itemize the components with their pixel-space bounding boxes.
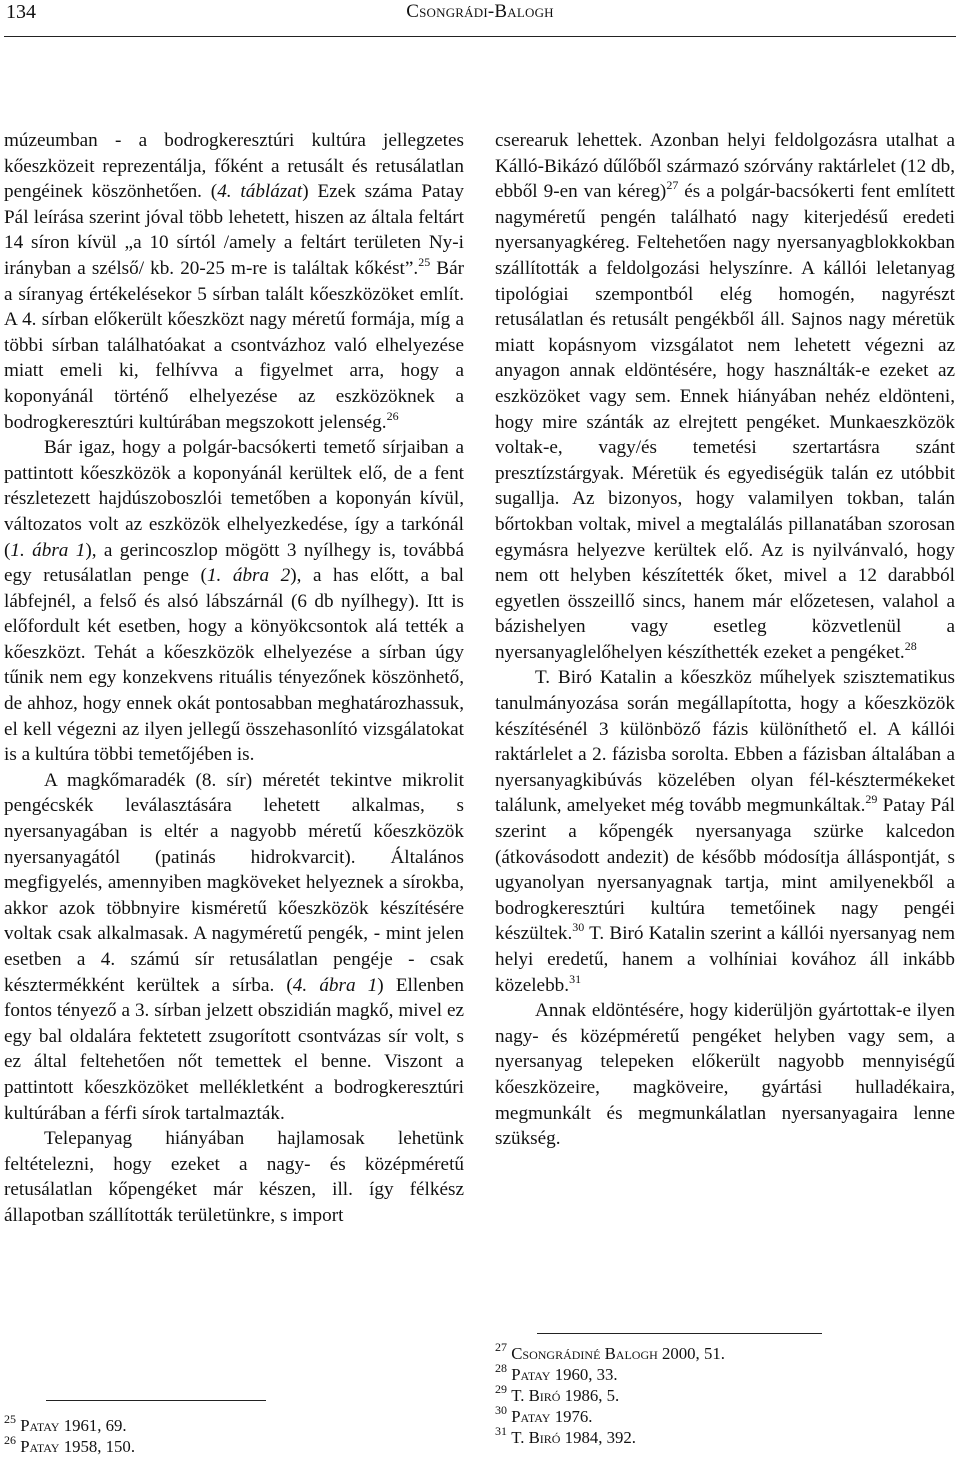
running-title: Csongrádi-Balogh: [406, 1, 554, 22]
footnote: [495, 1382, 725, 1406]
paragraph: [4, 128, 464, 435]
figure-reference: 1. ábra 2: [206, 565, 291, 587]
footnote: [495, 1340, 725, 1364]
footnote: [4, 1433, 136, 1457]
footnote-rule: [46, 1400, 266, 1401]
footnotes-left: [4, 1412, 136, 1457]
header-rule: [4, 36, 956, 37]
footnote-marker: 26: [386, 408, 399, 423]
footnote-author: Patay: [511, 1365, 551, 1384]
text-run: és a polgár-bacsókerti fent említett nagyméretű pengén található nagy kiterjedésű eredeti nyersanyagkéreg. Feltehetően nagy nyersanyagblokkokban szállították a feldolgozási helyszínre. A kállói leletanyag tipológiai szempontból elég homogén, nagyrészt retusálatlan és retusált pengékből áll. Sajnos nagy méretük miatt kopásnyom vizsgálatot nem lehetett végezni az anyagon annak eldöntésére, hogy használták-e ezeket az eszközöket vagy sem. Ennek hiányában nehéz eldönteni, hogy mire szánták az elrejtett pengéket. Munkaeszközök voltak-e, vagy/és temetési szertartásra szánt presztízstárgyak. Méretük és egyediségük talán ez utóbbit sugallja. Az bizonyos, hogy valamilyen tokban, talán bőrtokban voltak, mivel a megtalálás pillanatában szorosan egymásra helyezve kerültek elő. Az is nyilvánvaló, hogy nem ott helyben készítették őket, mivel a 12 darabból egyetlen összeillő sincs, hanem már előzetesen, valahol a bázishelyen vagy esetleg közvetlenül a nyersanyaglelőhelyen készíthették ezeket a pengéket.: [495, 181, 955, 663]
footnote-number: 28: [495, 1361, 507, 1375]
footnote-author: Patay: [20, 1437, 60, 1456]
table-reference: 4. táblázat: [217, 181, 303, 203]
footnote-ref: 1961, 69.: [63, 1416, 127, 1435]
footnote-author: Csongrádiné Balogh: [511, 1344, 658, 1363]
footnote-ref: 1958, 150.: [63, 1437, 136, 1456]
footnote-number: 25: [4, 1412, 16, 1426]
left-column: [4, 128, 464, 1229]
figure-reference: 4. ábra 1: [292, 974, 378, 996]
paragraph: [4, 768, 464, 1126]
footnote-author: Patay: [511, 1407, 551, 1426]
footnote-marker: 31: [569, 971, 582, 986]
footnote-number: 30: [495, 1403, 507, 1417]
footnote-author: Patay: [20, 1416, 60, 1435]
footnote: [495, 1424, 725, 1448]
footnote-number: 29: [495, 1382, 507, 1396]
paragraph: Annak eldöntésére, hogy kiderüljön gyártottak-e ilyen nagy- és középméretű pengéket helyben vagy sem, a nyersanyag telepeken előkerült nagyobb mennyiségű kőeszközeire, magköveire, gyártási hulladékaira, megmunkált és megmunkálatlan nyersanyagaira lenne szükség.: [495, 1000, 955, 1150]
paragraph: Telepanyag hiányában hajlamosak lehetünk feltételezni, hogy ezeket a nagy- és középméretű retusálatlan kőpengéket már készen, ill. így félkész állapotban szállították területünkre, s import: [4, 1128, 464, 1226]
footnote-rule: [537, 1333, 822, 1334]
footnote-ref: 2000, 51.: [661, 1344, 725, 1363]
text-run: T. Biró Katalin szerint a kállói nyersanyag nem helyi eredetű, hanem a volhíniai kovához áll inkább közelebb.: [495, 923, 955, 996]
text-run: ), a has előtt, a bal lábfejnél, a felső és alsó lábszárnál (6 db nyílhegy). Itt is előfordult két esetben, hogy a könyökcsontok alá tették a kőeszközt. Tehát a kőeszközök elhelyezése a sírban úgy tűnik nem egy konzekvens rituális tényezőnek köszönhető, de ahhoz, hogy ennek okát pontosabban meghatározhassuk, el kell végezni az ilyen jellegű összehasonlító vizsgálatokat is a kultúra többi temetőjében is.: [4, 565, 465, 766]
text-run: T. Biró Katalin a kőeszköz műhelyek szisztematikus tanulmányozása során megállapította, hogy a kőeszközök készítésénél 3 különböző fázis különíthető el. A kállói raktárlelet a 2. fázisba sorolta. Ebben a fázisban általában a nyersanyagkibúvás közelében olyan fél-késztermékeket találunk, amelyeket még tovább megmunkáltak.: [495, 667, 955, 817]
footnote-number: 26: [4, 1433, 16, 1447]
text-run: múzeumban - a bodrogkeresztúri kultúra jellegzetes kőeszközeit reprezentálja, főként a retusált és retusálatlan pengéinek köszönhetően. (: [4, 130, 464, 203]
footnote-ref: 1986, 5.: [564, 1386, 620, 1405]
footnote: [495, 1361, 725, 1385]
footnote-marker: 30: [572, 920, 585, 935]
footnote-ref: 1960, 33.: [554, 1365, 618, 1384]
text-run: Bár igaz, hogy a polgár-bacsókerti temető sírjaiban a pattintott kőeszközök a koponyánál kerültek elő, de a fent részletezett hajdúszoboszlói temetőben a koponyán kívül, változatos volt az eszközök elhelyezkedése, így a tarkónál (: [4, 437, 464, 561]
right-column: [495, 128, 955, 1152]
footnote-author: T. Biró: [511, 1428, 561, 1447]
paragraph: [4, 435, 464, 768]
footnote-marker: 28: [904, 638, 917, 653]
footnote: [4, 1412, 135, 1436]
paragraph: [495, 665, 955, 998]
footnote-ref: 1984, 392.: [564, 1428, 636, 1447]
text-run: cserearuk lehettek. Azonban helyi feldolgozásra utalhat a Kálló-Bikázó dűlőből származó szórvány raktárlelet (12 db, ebből 9-en van kéreg): [495, 130, 955, 203]
page-header: [0, 0, 960, 40]
footnotes-right: [495, 1340, 725, 1448]
footnote: [495, 1403, 725, 1427]
page-number: 134: [6, 1, 36, 23]
footnote-ref: 1976.: [554, 1407, 593, 1426]
footnote-marker: 29: [865, 792, 878, 807]
text-run: Patay Pál szerint a kőpengék nyersanyaga szürke kalcedon (átkovásodott andezit) de később módosítja álláspontját, s ugyanolyan nyersanyagnak tartja, mint amilyenekből a bodrogkeresztúri kultúra temetőinek nagy pengéi készültek.: [495, 795, 955, 945]
footnote-marker: 27: [666, 178, 679, 193]
text-run: ) Ellenben fontos tényező a 3. sírban jelzett obszidián magkő, mivel ez egy bal oldalára fektetett zsugorított csontvázas sír volt, s ez által feltehetően nőt temettek el benne. Viszont a pattintott kőeszközöket mellékletként a bodrogkeresztúri kultúrában a férfi sírok tartalmazták.: [4, 974, 465, 1124]
footnote-number: 27: [495, 1340, 507, 1354]
paragraph: [495, 128, 955, 665]
figure-reference: 1. ábra 1: [10, 539, 86, 561]
text-run: Bár a síranyag értékelésekor 5 sírban talált kőeszközöket említ. A 4. sírban előkerült kőeszközt nagy méretű formája, míg a többi sírban találhatóakat a csontvázhoz való elhelyezése miatt emeli ki, felhívva a figyelmet arra, hogy a koponyánál történő elhelyezése az eszközöknek a bodrogkeresztúri kultúrában megszokott jelenség.: [4, 257, 464, 433]
footnote-marker: 25: [418, 254, 431, 269]
text-run: ) Ezek száma Patay Pál leírása szerint jóval több lehetett, hiszen az általa feltárt 14 síron kívül „a 10 sírtól /amely a feltárt területen Ny-i irányban a szélső/ kb. 20-25 m-re is találtak kőkést”.: [4, 181, 464, 279]
footnote-number: 31: [495, 1424, 507, 1438]
text-run: ), a gerincoszlop mögött 3 nyílhegy is, továbbá egy retusálatlan penge (: [4, 539, 465, 587]
text-run: A magkőmaradék (8. sír) méretét tekintve mikrolit pengécskék leválasztására lehetett alkalmas, s nyersanyagában is eltér a nagyobb méretű kőeszközök nyersanyagától (patinás hidrokvarcit). Általános megfigyelés, amennyiben magköveket helyeznek a sírokba, akkor azok többnyire kisméretű kőeszközök készítésére voltak csak alkalmasak. A nagyméretű pengék, - mint jelen esetben a 4. számú sír retusálatlan pengéje - csak késztermékként kerültek a sírba. (: [4, 769, 464, 996]
footnote-author: T. Biró: [511, 1386, 561, 1405]
